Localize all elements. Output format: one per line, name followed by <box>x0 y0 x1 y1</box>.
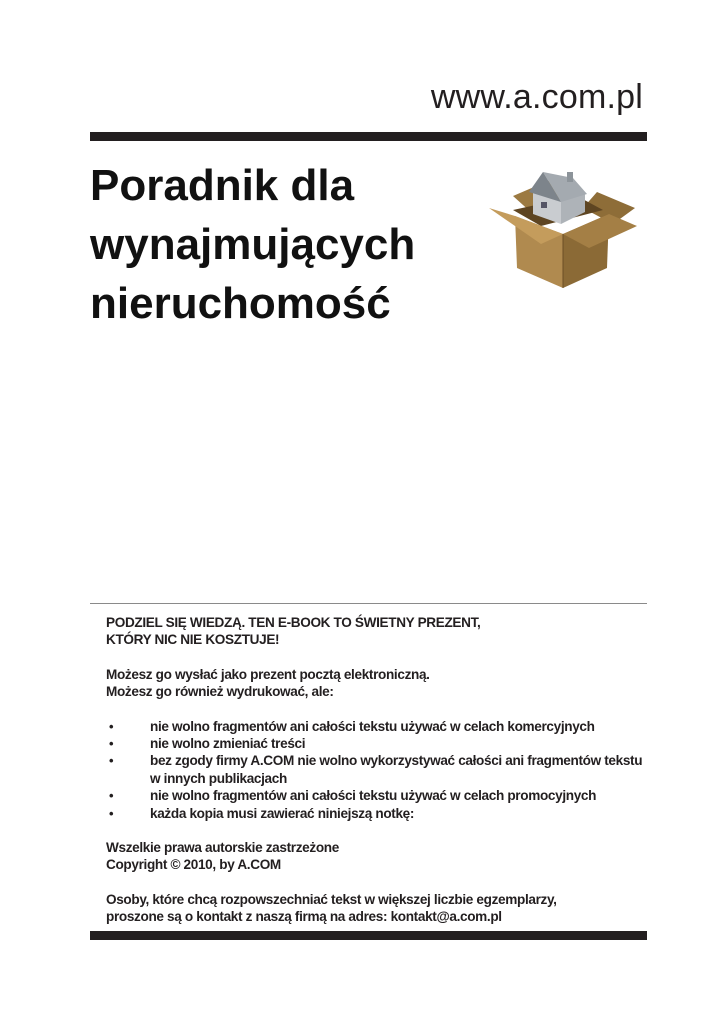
top-divider <box>90 132 647 141</box>
copyright-line: Copyright © 2010, by A.COM <box>106 857 281 873</box>
title-line: Poradnik dla <box>90 161 355 210</box>
contact-text: proszone są o kontakt z naszą firmą na adres: kontakt@a.com.pl <box>106 909 502 925</box>
list-item-text: nie wolno fragmentów ani całości tekstu używać w celach promocyjnych <box>150 788 597 804</box>
sharing-notice <box>106 614 651 926</box>
list-item <box>106 735 651 752</box>
bullet-icon: • <box>109 736 114 752</box>
list-item <box>106 805 651 822</box>
notice-headline: KTÓRY NIC NIE KOSZTUJE! <box>106 632 280 648</box>
list-item-text: każda kopia musi zawierać niniejszą notkę: <box>150 805 415 821</box>
bullet-icon: • <box>109 788 114 804</box>
list-item <box>106 787 651 804</box>
house-in-box-icon <box>485 168 640 290</box>
list-item-text: bez zgody firmy A.COM nie wolno wykorzystywać całości ani fragmentów tekstu w innych publikacjach <box>150 753 643 786</box>
notice-headline: PODZIEL SIĘ WIEDZĄ. TEN E-BOOK TO ŚWIETNY PREZENT, <box>106 615 481 630</box>
contact-text: Osoby, które chcą rozpowszechniać tekst w większej liczbie egzemplarzy, <box>106 891 557 907</box>
bullet-icon: • <box>109 753 114 769</box>
bottom-divider <box>90 931 647 940</box>
restrictions-list <box>106 718 651 822</box>
bullet-icon: • <box>109 805 114 821</box>
list-item-text: nie wolno fragmentów ani całości tekstu używać w celach komercyjnych <box>150 718 595 734</box>
list-item <box>106 718 651 735</box>
notice-intro: Możesz go wysłać jako prezent pocztą elektroniczną. <box>106 666 430 682</box>
list-item-text: nie wolno zmieniać treści <box>150 736 306 752</box>
title-line: nieruchomość <box>90 279 391 328</box>
notice-intro: Możesz go również wydrukować, ale: <box>106 684 334 700</box>
site-url: www.a.com.pl <box>430 78 643 116</box>
bullet-icon: • <box>109 718 114 734</box>
document-title <box>90 156 490 333</box>
notice-divider <box>90 603 647 604</box>
rights-statement: Wszelkie prawa autorskie zastrzeżone <box>106 840 339 856</box>
title-line: wynajmujących <box>90 220 416 269</box>
list-item <box>106 752 651 787</box>
